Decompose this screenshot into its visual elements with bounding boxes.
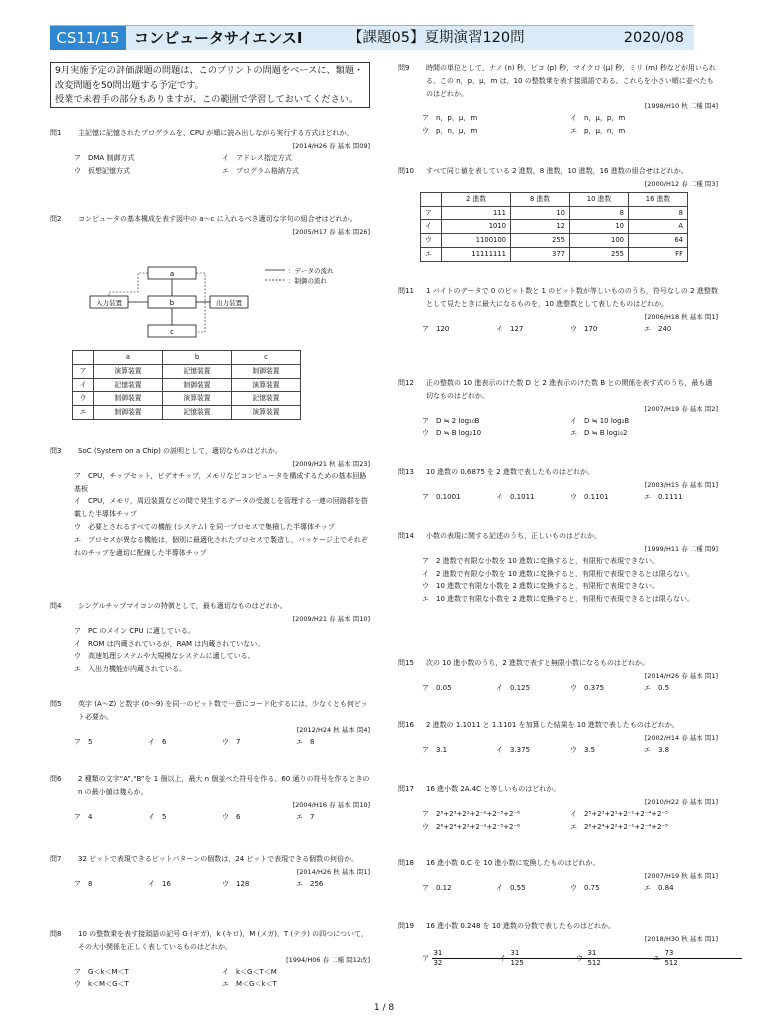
question-source: [2007/H19 秋 基本 問1] [644, 871, 718, 880]
question-number: 問1 [50, 129, 62, 137]
question-number: 問4 [50, 602, 62, 610]
option: エ 3.8 [644, 745, 670, 754]
option: ウ 2⁶+2⁴+2²+2⁻²+2⁻⁵+2⁻⁶ [422, 822, 520, 831]
option: エ 0.1111 [644, 492, 683, 501]
question-source: [2003/H15 春 基本 問1] [644, 480, 718, 489]
question-number: 問18 [398, 859, 414, 867]
option: ア D ≒ 2 log₁₀B [422, 416, 480, 425]
column-header: 10 進数 [570, 192, 629, 206]
option: イ 2⁵+2³+2¹+2⁻¹+2⁻⁴+2⁻⁵ [570, 809, 668, 818]
question-16 [398, 719, 718, 757]
question-text: 正の整数の 10 進表示のけた数 D と 2 進表示のけた数 B との関係を表す式のうち，最も適切なものはどれか。 [426, 379, 713, 400]
option: エ 256 [296, 879, 324, 888]
notice-line: 授業で未着手の部分もありますが、この範囲で学習しておいてください。 [55, 94, 359, 106]
question-7 [50, 853, 370, 891]
question-text: SoC (System on a Chip) の説明として，適切なものはどれか。 [78, 447, 282, 455]
question-text: 10 進数の 0.6875 を 2 進数で表したものはどれか。 [426, 468, 594, 476]
option: イ アドレス指定方式 [222, 153, 292, 162]
question-number: 問9 [398, 64, 410, 72]
option: エ 入出力機能が内蔵されている。 [74, 665, 186, 674]
question-text: シングルチップマイコンの特徴として，最も適切なものはどれか。 [78, 602, 287, 610]
option: ア 120 [422, 324, 450, 333]
option: ア 2⁵+2³+2¹+2⁻²+2⁻⁵+2⁻⁶ [422, 809, 520, 818]
table-row: イ 1010 12 10 A [421, 220, 688, 234]
option: ア 5 [74, 737, 93, 746]
question-source: [2004/H16 春 基本 問10] [292, 800, 370, 809]
question-number: 問17 [398, 785, 414, 793]
option: イ 3.375 [496, 745, 531, 754]
option: イ 127 [496, 324, 524, 333]
option: エ 0.84 [644, 883, 674, 892]
question-text: 主記憶に記憶されたプログラムを、CPU が順に読み出しながら実行する方式はどれか。 [78, 129, 354, 137]
question-source: [2012/H24 秋 基本 問4] [296, 725, 370, 734]
question-source: [2009/H21 春 基本 問10] [292, 614, 370, 623]
option: エ 10 進数で有限な小数を 2 進数に変換すると，有限桁で表現できるとは限らない。 [422, 595, 695, 604]
question-2 [50, 213, 370, 238]
option: ア 2 進数で有限な小数を 10 進数に変換すると，有限桁で表現できない。 [422, 556, 660, 565]
table-row: イ 記憶装置 制御装置 演算装置 [73, 378, 301, 392]
option: ア CPU，チップセット，ビデオチップ，メモリなどコンピュータを構成するための基本回路基板 [74, 471, 367, 493]
option: イ 5 [148, 812, 167, 821]
question-text: 16 進小数 0.C を 10 進小数に変換したものはどれか。 [426, 859, 600, 867]
option: イ CPU，メモリ，周辺装置などの間で発生するデータの受渡しを管理する一連の回路群を搭載した半導体チップ [74, 497, 368, 519]
column-header: 16 進数 [629, 192, 688, 206]
option: ウ $\frac{31}{512}$ [576, 949, 653, 968]
box-a-label: a [169, 270, 175, 278]
option: ウ 10 進数で有限な小数を 2 進数に変換すると，有限桁で表現できない。 [422, 582, 660, 591]
question-19 [398, 920, 718, 968]
option: エ プロセスが異なる機能は，個別に最適化されたプロセスで製造し，パッケージ上でそれぞれのチップを適切に配線した半導体チップ [74, 535, 368, 557]
notice-line: 9月実施予定の評価課題の問題は、このプリントの問題をベースに、類題・ [55, 65, 364, 76]
option: ウ 必要とされるすべての機能 (システム) を同一プロセスで集積した半導体チップ [74, 522, 335, 531]
question-2-table [72, 350, 301, 420]
question-source: [2010/H22 春 基本 問1] [644, 797, 718, 806]
question-number: 問8 [50, 930, 62, 938]
page-number: 1 / 8 [373, 1003, 395, 1013]
legend-data-flow: ：データの流れ [288, 267, 334, 275]
option: ウ 0.75 [570, 883, 600, 892]
option: イ 0.125 [496, 683, 531, 692]
question-12 [398, 377, 718, 440]
question-18 [398, 857, 718, 895]
question-number: 問16 [398, 721, 414, 729]
option: エ p，μ，n，m [570, 127, 626, 136]
option: ア 8 [74, 879, 93, 888]
question-number: 問10 [398, 167, 414, 175]
option: ア n，p，μ，m [422, 114, 478, 123]
question-source: [2014/H26 春 基本 問1] [644, 671, 718, 680]
option: イ 16 [148, 879, 171, 888]
option: エ D ≒ B log₁₀2 [570, 429, 628, 438]
option: ウ 3.5 [570, 745, 596, 754]
option: イ 0.1011 [496, 492, 535, 501]
question-text: 次の 10 進小数のうち，2 進数で表すと無限小数になるものはどれか。 [426, 659, 650, 667]
assignment-title: 【課題05】夏期演習120問 [348, 30, 525, 46]
column-header: b [163, 351, 232, 365]
option: ア G＜k＜M＜T [74, 967, 129, 976]
question-source: [1999/H11 春 二種 問9] [644, 544, 718, 553]
question-text: 小数の表現に関する記述のうち，正しいものはどれか。 [426, 532, 601, 540]
question-text: 16 進小数 0.248 を 10 進数の分数で表したものはどれか。 [426, 922, 615, 930]
table-row: ウ 制御装置 演算装置 記憶装置 [73, 392, 301, 406]
option: ア 0.1001 [422, 492, 461, 501]
question-source: [2014/H26 秋 基本 問1] [296, 867, 370, 876]
question-number: 問12 [398, 379, 414, 387]
question-source: [2007/H19 春 基本 問2] [644, 404, 718, 413]
option: ア 0.05 [422, 683, 452, 692]
fraction: $\frac{31}{512}$ [587, 949, 664, 968]
option: イ ROM は内蔵されているが，RAM は内蔵されていない。 [74, 639, 265, 648]
option: イ k＜G＜T＜M [222, 967, 277, 976]
input-device-label: 入力装置 [96, 299, 122, 307]
option: ア 4 [74, 812, 93, 821]
question-source: [2014/H26 春 基本 問09] [292, 141, 370, 150]
question-4 [50, 600, 370, 676]
question-number: 問14 [398, 532, 414, 540]
option: イ $\frac{31}{125}$ [499, 949, 576, 968]
question-source: [2018/H30 秋 基本 問1] [644, 934, 718, 943]
header-date: 2020/08 [623, 30, 684, 46]
question-number: 問19 [398, 922, 414, 930]
question-9 [398, 62, 718, 138]
question-source: [1994/H06 春 二種 問12改] [286, 955, 370, 964]
question-15 [398, 657, 718, 695]
legend-control-flow: ：制御の流れ [288, 277, 327, 285]
question-text: 英字 (A～Z) と数字 (0～9) を同一のビット数で一意にコード化するには，少なくとも何ビット必要か。 [78, 700, 368, 721]
option: ア PC のメイン CPU に適している。 [74, 626, 195, 635]
question-text: 2 進数の 1.1011 と 1.1101 を加算した結果を 10 進数で表したものはどれか。 [426, 721, 679, 729]
question-1 [50, 127, 370, 177]
question-13 [398, 466, 718, 504]
output-device-label: 出力装置 [216, 299, 242, 307]
answer-table [72, 350, 301, 420]
notice-line: 改変問題を50問出題する予定です。 [55, 79, 204, 91]
fraction: $\frac{31}{32}$ [433, 949, 510, 968]
option: ア 0.12 [422, 883, 452, 892]
question-source: [2000/H12 春 二種 問3] [644, 179, 718, 188]
column-header: c [232, 351, 301, 365]
question-10 [398, 165, 718, 262]
option: エ 240 [644, 324, 672, 333]
question-5 [50, 698, 370, 748]
question-number: 問15 [398, 659, 414, 667]
question-source: [2006/H18 秋 基本 問1] [644, 312, 718, 321]
notice-box [50, 62, 370, 108]
question-source: [2009/H21 秋 基本 問23] [292, 459, 370, 468]
option: ウ 0.1101 [570, 492, 609, 501]
option: ウ 6 [222, 812, 241, 821]
option: ウ p，n，μ，m [422, 127, 478, 136]
question-number: 問13 [398, 468, 414, 476]
fraction: $\frac{73}{512}$ [664, 949, 741, 968]
option: ウ 高速処理システムや大規模なシステムに適している。 [74, 652, 255, 661]
course-code: CS11/15 [50, 26, 126, 50]
option: ウ 128 [222, 879, 250, 888]
question-text: すべて同じ値を表している 2 進数，8 進数，10 進数，16 進数の組合せはどれか。 [426, 167, 688, 175]
option: ウ 7 [222, 737, 241, 746]
table-row: エ 11111111 377 255 FF [421, 247, 688, 261]
question-text: 2 種類の文字“A”,“B”を 1 個以上，最大 n 個並べた符号を作る。60 通りの符号を作るときの n の最小値は幾らか。 [78, 775, 370, 796]
column-header: 8 進数 [511, 192, 570, 206]
option: エ M＜G＜k＜T [222, 980, 277, 989]
option: エ $\frac{73}{512}$ [653, 949, 730, 968]
column-header: a [94, 351, 163, 365]
option: イ 6 [148, 737, 167, 746]
option: ウ 仮想記憶方式 [74, 166, 130, 175]
option: エ プログラム格納方式 [222, 166, 299, 175]
question-8 [50, 928, 370, 991]
table-row: ア 111 10 8 8 [421, 206, 688, 220]
page-header [50, 25, 694, 50]
question-number: 問3 [50, 447, 62, 455]
question-number: 問2 [50, 215, 62, 223]
option: イ n，μ，p，m [570, 114, 626, 123]
box-b-label: b [169, 299, 175, 307]
column-header: 2 進数 [442, 192, 511, 206]
question-source: [1998/H10 秋 二種 問4] [644, 102, 718, 111]
question-number: 問11 [398, 287, 414, 295]
option: ウ 170 [570, 324, 598, 333]
question-text: 10 の整数乗を表す接頭語の記号 G (ギガ)，k (キロ)，M (メガ)，T (テラ) の四つについて，その大小関係を正しく表しているものはどれか。 [78, 930, 368, 951]
option: エ 2⁶+2⁴+2²+2⁻¹+2⁻⁴+2⁻⁵ [570, 822, 668, 831]
question-11 [398, 285, 718, 335]
option: ア DMA 制御方式 [74, 153, 135, 162]
option: イ 2 進数で有限な小数を 10 進数に変換すると，有限桁で表現できるとは限らない。 [422, 569, 695, 578]
question-source: [2002/H14 春 基本 問1] [644, 733, 718, 742]
question-14 [398, 530, 718, 606]
option: ウ 0.375 [570, 683, 605, 692]
fraction: $\frac{31}{125}$ [510, 949, 587, 968]
computer-structure-diagram [60, 262, 360, 342]
option: エ 7 [296, 812, 315, 821]
question-source: [2005/H17 春 基本 問26] [292, 227, 370, 236]
table-row: ウ 1100100 255 100 64 [421, 234, 688, 248]
box-c-label: c [170, 328, 174, 336]
course-title: コンピュータサイエンスⅠ [134, 29, 303, 47]
option: ア $\frac{31}{32}$ [422, 949, 499, 968]
question-text: 1 バイトのデータで 0 のビット数と 1 のビット数が等しいもののうち，符号なしの 2 進整数として見たときに最大になるものを，10 進整数として表したものはどれか。 [426, 287, 718, 308]
question-number: 問5 [50, 700, 62, 708]
option: ア 3.1 [422, 745, 448, 754]
question-text: 32 ビットで表現できるビットパターンの個数は，24 ビットで表現できる個数の何倍か。 [78, 855, 359, 863]
option: イ D ≒ 10 log₂B [570, 416, 630, 425]
question-text: コンピュータの基本構成を表す図中の a～c に入れるべき適切な字句の組合せはどれか。 [78, 215, 357, 223]
option: エ 8 [296, 737, 315, 746]
option: エ 0.5 [644, 683, 670, 692]
question-3 [50, 445, 370, 559]
question-number: 問7 [50, 855, 62, 863]
option: ウ D ≒ B log₂10 [422, 429, 482, 438]
question-text: 16 進小数 2A.4C と等しいものはどれか。 [426, 785, 561, 793]
number-base-table [420, 192, 688, 262]
question-text: 時間の単位として，ナノ (n) 秒，ピコ (p) 秒，マイクロ (μ) 秒，ミリ (m) 秒などが用いられる。この n，p，μ，m は，10 の整数乗を表す接頭語である。これらを小さい順に並べたものはどれか。 [426, 64, 716, 98]
question-17 [398, 783, 718, 833]
table-row: エ 制御装置 記憶装置 演算装置 [73, 406, 301, 420]
option: ウ k＜M＜G＜T [74, 980, 129, 989]
question-number: 問6 [50, 775, 62, 783]
question-6 [50, 773, 370, 823]
option: イ 0.55 [496, 883, 526, 892]
table-row: ア 演算装置 記憶装置 制御装置 [73, 364, 301, 378]
